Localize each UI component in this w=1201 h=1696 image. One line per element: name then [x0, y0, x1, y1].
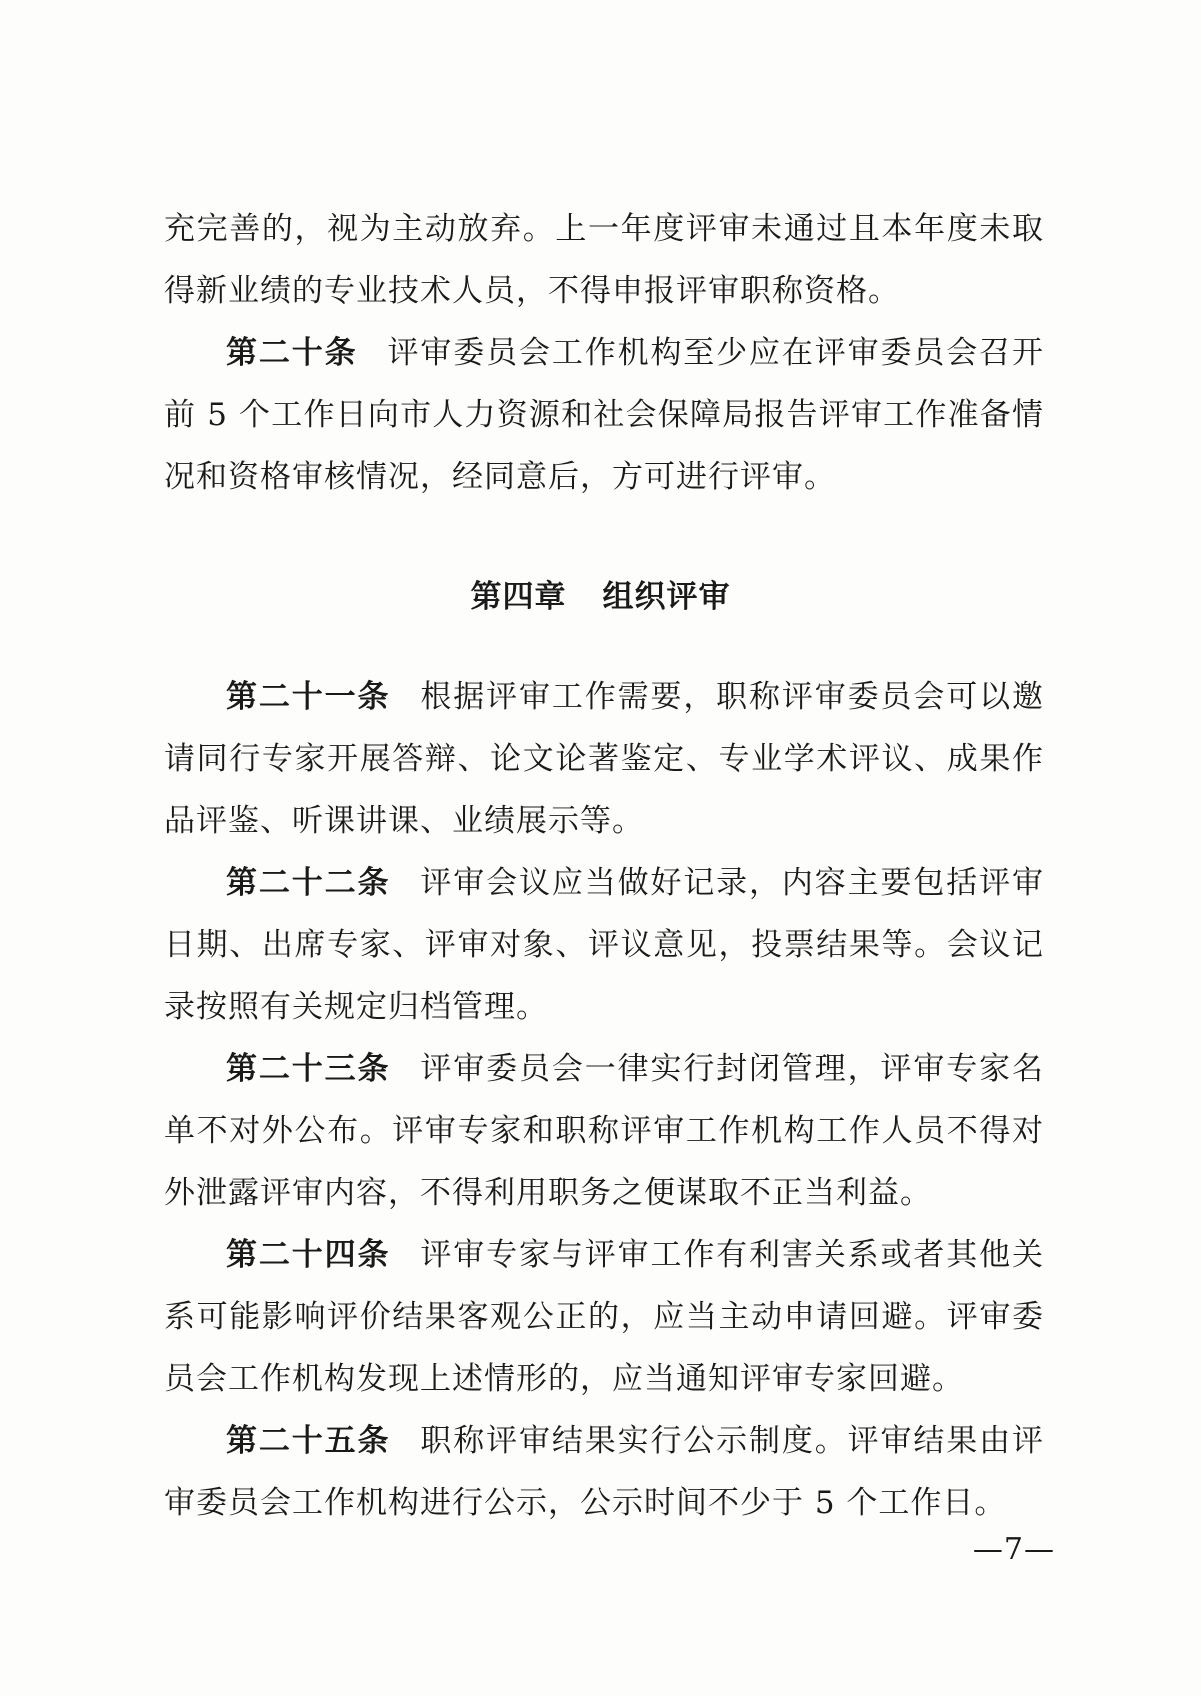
- continuation-text: 充完善的，视为主动放弃。上一年度评审未通过且本年度未取得新业绩的专业技术人员，不得申报评审职称资格。: [164, 211, 1044, 309]
- article-25: [164, 1410, 1044, 1534]
- article-text: 职称评审结果实行公示制度。评审结果由评审委员会工作机构进行公示，公示时间不少于 5 个工作日。: [164, 1423, 1045, 1521]
- article-label: 第二十二条: [226, 865, 391, 901]
- article-text: 评审委员会工作机构至少应在评审委员会召开前 5 个工作日向市人力资源和社会保障局报告评审工作准备情况和资格审核情况，经同意后，方可进行评审。: [164, 335, 1045, 495]
- article-label: 第二十五条: [226, 1423, 391, 1459]
- page-number: —7—: [972, 1532, 1055, 1567]
- chapter-number: 第四章: [470, 579, 567, 615]
- article-text: 评审专家与评审工作有利害关系或者其他关系可能影响评价结果客观公正的，应当主动申请回避。评审委员会工作机构发现上述情形的，应当通知评审专家回避。: [164, 1237, 1045, 1397]
- continuation-paragraph: [164, 198, 1044, 322]
- article-21: [164, 666, 1044, 852]
- article-22: [164, 852, 1044, 1038]
- article-23: [164, 1038, 1044, 1224]
- article-text: 评审委员会一律实行封闭管理，评审专家名单不对外公布。评审专家和职称评审工作机构工作人员不得对外泄露评审内容，不得利用职务之便谋取不正当利益。: [164, 1051, 1045, 1211]
- chapter-title: 组织评审: [602, 579, 731, 615]
- article-text: 根据评审工作需要，职称评审委员会可以邀请同行专家开展答辩、论文论著鉴定、专业学术评议、成果作品评鉴、听课讲课、业绩展示等。: [164, 679, 1045, 839]
- article-20: [164, 322, 1044, 508]
- article-label: 第二十一条: [226, 679, 391, 715]
- article-text: 评审会议应当做好记录，内容主要包括评审日期、出席专家、评审对象、评议意见，投票结果等。会议记录按照有关规定归档管理。: [164, 865, 1045, 1025]
- chapter-heading: [0, 566, 1201, 628]
- article-label: 第二十三条: [226, 1051, 391, 1087]
- article-24: [164, 1224, 1044, 1410]
- article-label: 第二十四条: [226, 1237, 391, 1273]
- article-label: 第二十条: [226, 335, 358, 371]
